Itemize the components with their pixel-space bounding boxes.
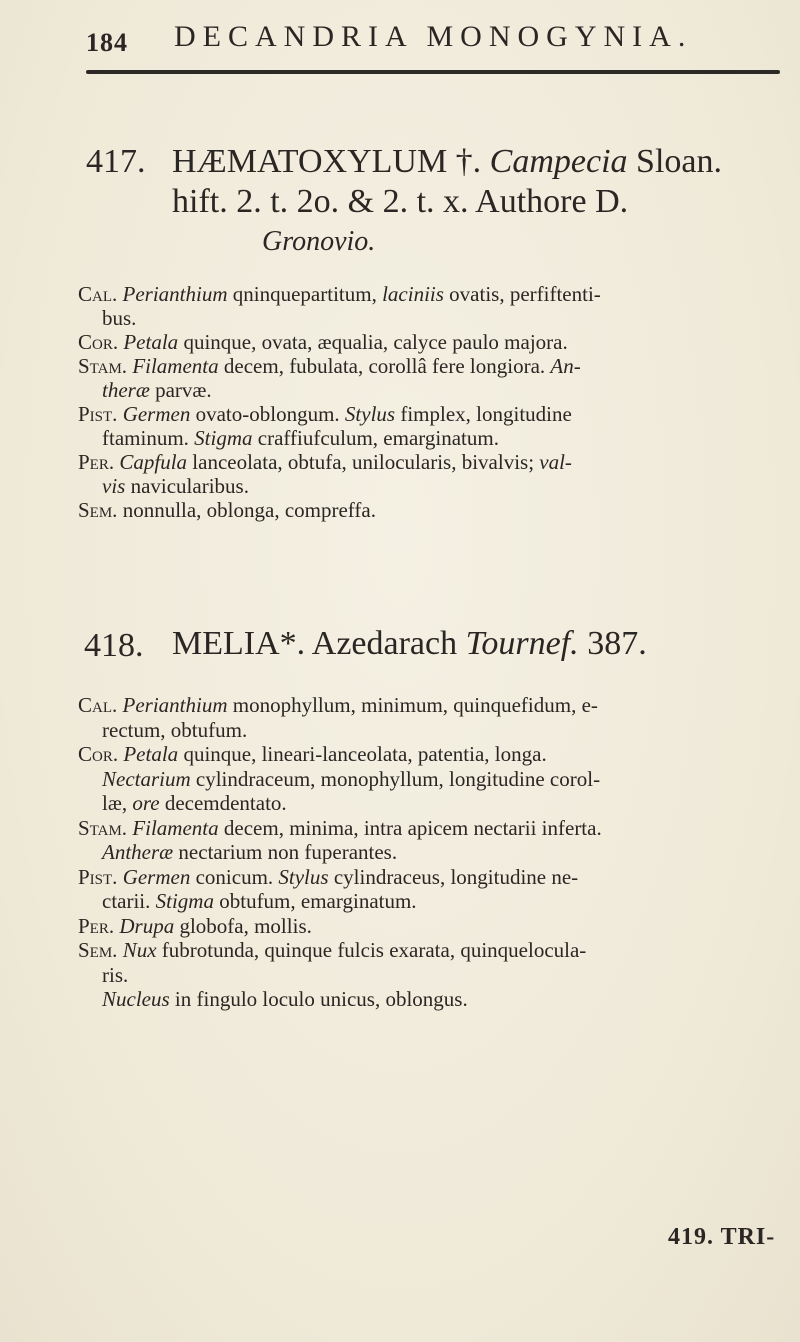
description-line [78,330,568,354]
heading-fragment: Sloan. [627,143,722,180]
italic-term: An- [550,354,581,378]
text: ctarii. [102,889,156,913]
description-line [78,816,602,840]
description-line [78,498,376,522]
text: ftaminum. [102,426,195,450]
description-line [102,426,499,450]
entry-heading-line-3: Gronovio. [262,226,376,257]
italic-term: val- [539,450,572,474]
entry-number: 417. [86,143,146,180]
genus-name: HÆMATOXYLUM [172,143,448,180]
text: obtufum, emarginatum. [213,889,417,913]
description-line [102,840,397,864]
italic-term: Stylus [344,402,396,426]
heading-fragment: 387. [578,625,647,662]
part-label: Pist. [78,402,123,426]
text: rectum, obtufum. [102,717,248,742]
text: decemdentato. [159,791,287,815]
part-label: Cor. [78,330,124,354]
synonym-name: Campecia [489,143,628,180]
text: craffiufculum, emarginatum. [252,426,499,450]
heading-fragment: *. Azedarach [279,625,466,662]
entry-number: 418. [84,627,144,664]
italic-term: theræ [102,378,150,402]
italic-term: Filamenta [132,815,219,840]
part-label: Sem. [78,938,123,962]
italic-term: Nucleus [102,987,170,1011]
catchword: 419. TRI- [668,1224,776,1250]
header-rule [86,70,780,74]
description-line [78,865,578,889]
italic-term: Stylus [278,864,329,889]
text: quinque, ovata, æqualia, calyce paulo majora. [178,330,568,354]
italic-term: Germen [122,402,191,426]
text: nectarium non fuperantes. [173,840,398,864]
part-label: Sem. [78,498,123,522]
text: globofa, mollis. [174,913,312,938]
description-line [78,938,586,962]
part-label: Stam. [78,815,133,840]
description-line [78,402,572,426]
description-line [78,914,312,938]
italic-term: Filamenta [132,354,219,378]
heading-fragment: †. [447,143,490,180]
entry-heading-line-1 [172,142,722,182]
description-line [78,742,547,766]
entry-heading [172,624,647,664]
description-line [102,378,212,402]
text: læ, [102,791,133,815]
text: qninquepartitum, [227,282,383,306]
italic-term: Drupa [119,913,175,938]
page-header [86,18,740,58]
description-line [102,791,287,815]
description-line [78,450,572,474]
text: in fingulo loculo unicus, oblongus. [169,987,468,1011]
italic-term: Petala [123,742,179,766]
text: decem, fubulata, corollâ fere longiora. [218,354,551,378]
text: cylindraceum, monophyllum, longitudine corol- [190,766,601,791]
description-line [102,889,417,913]
text: decem, minima, intra apicem nectarii inferta. [218,815,602,840]
part-label: Per. [78,913,120,938]
description-line [102,718,247,742]
author-name: Tournef. [465,625,579,662]
part-label: Per. [78,450,120,474]
italic-term: laciniis [382,282,444,306]
italic-term: Capfula [119,450,188,474]
text: ris. [102,962,129,987]
description-line [102,987,468,1011]
entry-heading-line-2: hift. 2. t. 2o. & 2. t. x. Authore D. [172,183,629,220]
italic-term: Antheræ [102,840,174,864]
genus-name: MELIA [172,625,280,662]
text: lanceolata, obtufa, unilocularis, bivalvis; [187,450,540,474]
italic-term: Germen [122,864,191,889]
description-line [102,474,249,498]
part-label: Cor. [78,742,124,766]
italic-term: Petala [123,330,179,354]
page-number: 184 [86,28,128,57]
italic-term: Stigma [194,426,253,450]
part-label: Stam. [78,354,133,378]
text: fimplex, longitudine [395,402,572,426]
italic-term: Perianthium [122,693,228,717]
text: nonnulla, oblonga, compreffa. [122,498,376,522]
italic-term: Nux [122,938,157,962]
description-line [102,767,600,791]
italic-term: Stigma [155,889,214,913]
text: conicum. [190,864,279,889]
part-label: Cal. [78,282,123,306]
italic-term: ore [132,791,160,815]
description-line [102,963,128,987]
italic-term: Nectarium [102,766,191,791]
running-head: DECANDRIA MONOGYNIA. [174,20,693,53]
description-line [78,282,601,306]
part-label: Pist. [78,864,123,889]
text: navicularibus. [125,474,249,498]
text: monophyllum, minimum, quinquefidum, e- [227,693,598,717]
description-line [102,306,136,330]
text: parvæ. [149,378,212,402]
part-label: Cal. [78,693,123,717]
text: ovato-oblongum. [190,402,345,426]
italic-term: vis [102,474,126,498]
description-line [78,693,598,717]
text: fubrotunda, quinque fulcis exarata, quinquelocula- [156,938,587,962]
text: bus. [102,306,137,330]
italic-term: Perianthium [122,282,228,306]
text: ovatis, perfiftenti- [443,282,601,306]
text: cylindraceus, longitudine ne- [328,864,579,889]
description-line [78,354,581,378]
text: quinque, lineari-lanceolata, patentia, longa. [178,742,547,766]
